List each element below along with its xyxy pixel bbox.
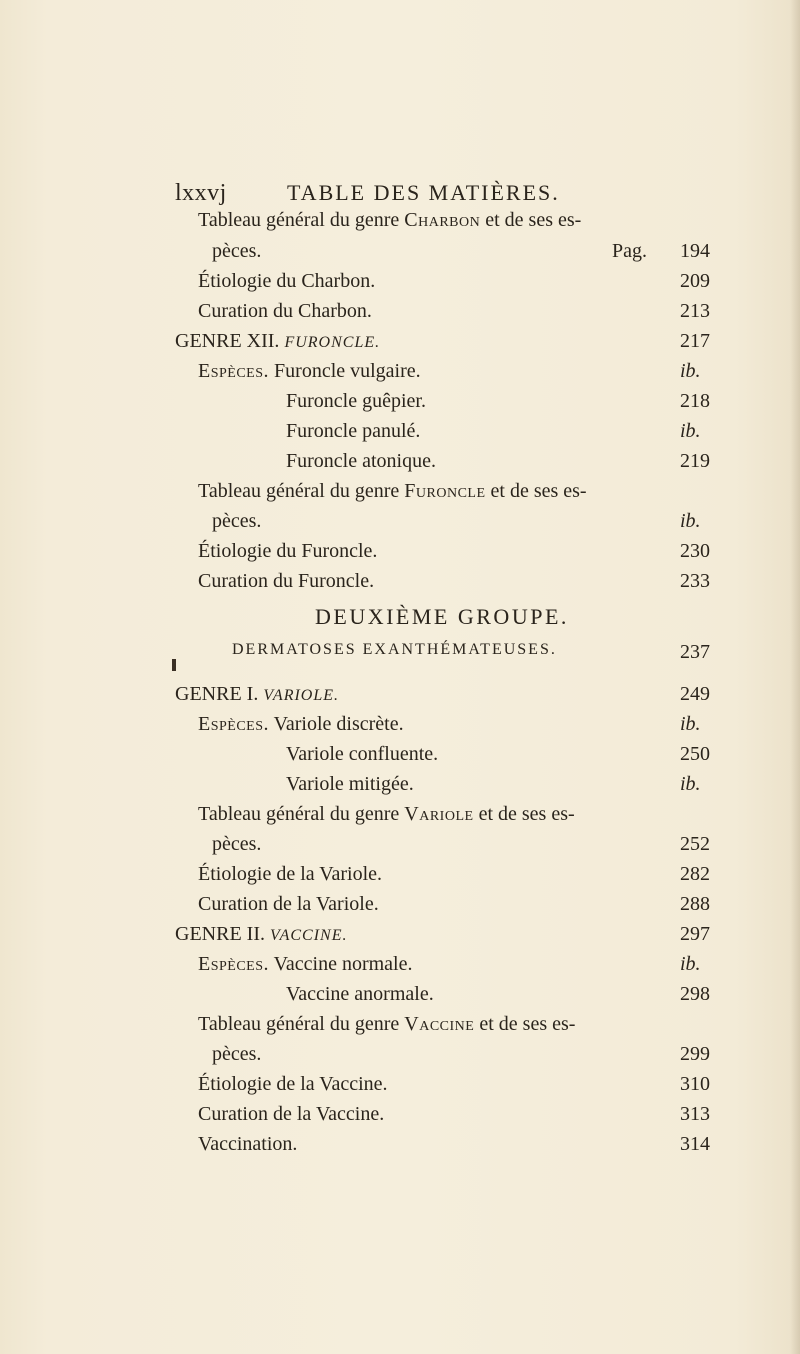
page-number: 194: [680, 240, 710, 262]
genre-smallcaps: Furoncle: [404, 480, 486, 502]
genre-label: GENRE II.: [175, 923, 265, 945]
toc-entry: Étiologie de la Vaccine. 310: [0, 1069, 800, 1099]
toc-entry: Étiologie du Charbon. 209: [0, 266, 800, 296]
page-number: ib.: [680, 510, 701, 532]
toc-entry: Variole confluente. 250: [0, 739, 800, 769]
page-number: 288: [680, 893, 710, 915]
page-number: 217: [680, 330, 710, 352]
toc-entry: Curation de la Vaccine. 313: [0, 1099, 800, 1129]
page-number: ib.: [680, 773, 701, 795]
toc-entry: Tableau général du genre Vaccine et de ses es-: [198, 1013, 576, 1035]
toc-entry: Espèces. Furoncle vulgaire. ib.: [0, 356, 800, 386]
page-number: 252: [680, 833, 710, 855]
toc-entry: Vaccination. 314: [0, 1129, 800, 1159]
toc-entry: Variole mitigée. ib.: [0, 769, 800, 799]
toc-entry: Furoncle guêpier. 218: [0, 386, 800, 416]
genre-label: GENRE I.: [175, 683, 259, 705]
page-number: 249: [680, 683, 710, 705]
page-number: 237: [680, 641, 710, 663]
genre-label: GENRE XII.: [175, 330, 280, 352]
toc-entry: Tableau général du genre Furoncle et de ses es-: [198, 480, 587, 502]
toc-entry: Espèces. Variole discrète. ib.: [0, 709, 800, 739]
section-subtitle: DERMATOSES EXANTHÉMATEUSES.: [232, 641, 557, 658]
genre-heading: [0, 679, 800, 709]
page-number: 297: [680, 923, 710, 945]
toc-entry: Furoncle panulé. ib.: [0, 416, 800, 446]
page-number: 282: [680, 863, 710, 885]
pag-label: Pag.: [612, 240, 647, 262]
toc-entry: pèces. 299: [0, 1039, 800, 1069]
genre-smallcaps: Variole: [404, 803, 474, 825]
toc-entry: Curation du Charbon. 213: [0, 296, 800, 326]
page-number: 219: [680, 450, 710, 472]
page-number: 310: [680, 1073, 710, 1095]
species-label: Espèces.: [198, 953, 270, 975]
margin-mark: [172, 659, 176, 671]
page-number: 313: [680, 1103, 710, 1125]
book-page: lxxvj TABLE DES MATIÈRES. Tableau général du genre Charbon et de ses es- pèces. Pag. 194 Étiologie du Charbon. 209 Curation du Charbon. 213 GENRE XII. FURONCLE. 217 Espèces. Furoncle vulgaire. ib. Furoncle guêpier. 218 Furoncle panulé. ib. Furoncle atonique. 219 Tableau général du genre Furoncle et de ses es- pèces. ib. Étiologie du Furoncle. 230 Curation du Furoncle. 233 DEUXIÈME GROUPE. DERMATOSES EXANTHÉMATEUSES. 237 GENRE I. VARIOLE. 249 Espèces. Variole discrète. ib. Variole confluente. 250 Variole mitigée. ib. Tableau général du genre Variole et de ses es- pèces. 252 Étiologie de la Variole. 282 Curation de la Variole. 288 GENRE II. VACCINE. 297 Espèces. Vaccine normale. ib. Vaccine anormale. 298 Tableau général du genre Vaccine et de ses es- pèces. 299 Étiologie de la Vaccine. 310 Curation de la Vaccine. 313 Vaccination. 314: [0, 0, 800, 1354]
genre-smallcaps: Vaccine: [404, 1013, 475, 1035]
toc-entry: Espèces. Vaccine normale. ib.: [0, 949, 800, 979]
toc-entry: Étiologie de la Variole. 282: [0, 859, 800, 889]
page-number: 218: [680, 390, 710, 412]
page-number: ib.: [680, 953, 701, 975]
page-number: ib.: [680, 713, 701, 735]
toc-entry: pèces. ib.: [0, 506, 800, 536]
page-folio: lxxvj: [175, 180, 227, 206]
genre-name: FURONCLE.: [284, 334, 381, 351]
page-number: 250: [680, 743, 710, 765]
page-number: 298: [680, 983, 710, 1005]
toc-entry: Tableau général du genre Variole et de ses es-: [198, 803, 575, 825]
page-number: ib.: [680, 360, 701, 382]
running-title: TABLE DES MATIÈRES.: [287, 180, 560, 205]
toc-entry: Curation de la Variole. 288: [0, 889, 800, 919]
genre-heading: [0, 326, 800, 356]
page-number: 314: [680, 1133, 710, 1155]
page-number: 233: [680, 570, 710, 592]
genre-heading: [0, 919, 800, 949]
page-number: 209: [680, 270, 710, 292]
toc-entry: Tableau général du genre Charbon et de ses es-: [198, 209, 582, 231]
genre-smallcaps: Charbon: [404, 209, 481, 231]
toc-entry: Étiologie du Furoncle. 230: [0, 536, 800, 566]
toc-entry: pèces. 252: [0, 829, 800, 859]
species-label: Espèces.: [198, 360, 270, 382]
genre-name: VACCINE.: [269, 927, 348, 944]
toc-entry: Furoncle atonique. 219: [0, 446, 800, 476]
genre-name: VARIOLE.: [263, 687, 340, 704]
toc-entry: Vaccine anormale. 298: [0, 979, 800, 1009]
species-label: Espèces.: [198, 713, 270, 735]
page-number: 299: [680, 1043, 710, 1065]
page-number: 213: [680, 300, 710, 322]
toc-entry: pèces. Pag. 194: [0, 236, 800, 266]
page-number: ib.: [680, 420, 701, 442]
page-number: 230: [680, 540, 710, 562]
toc-entry: Curation du Furoncle. 233: [0, 566, 800, 596]
